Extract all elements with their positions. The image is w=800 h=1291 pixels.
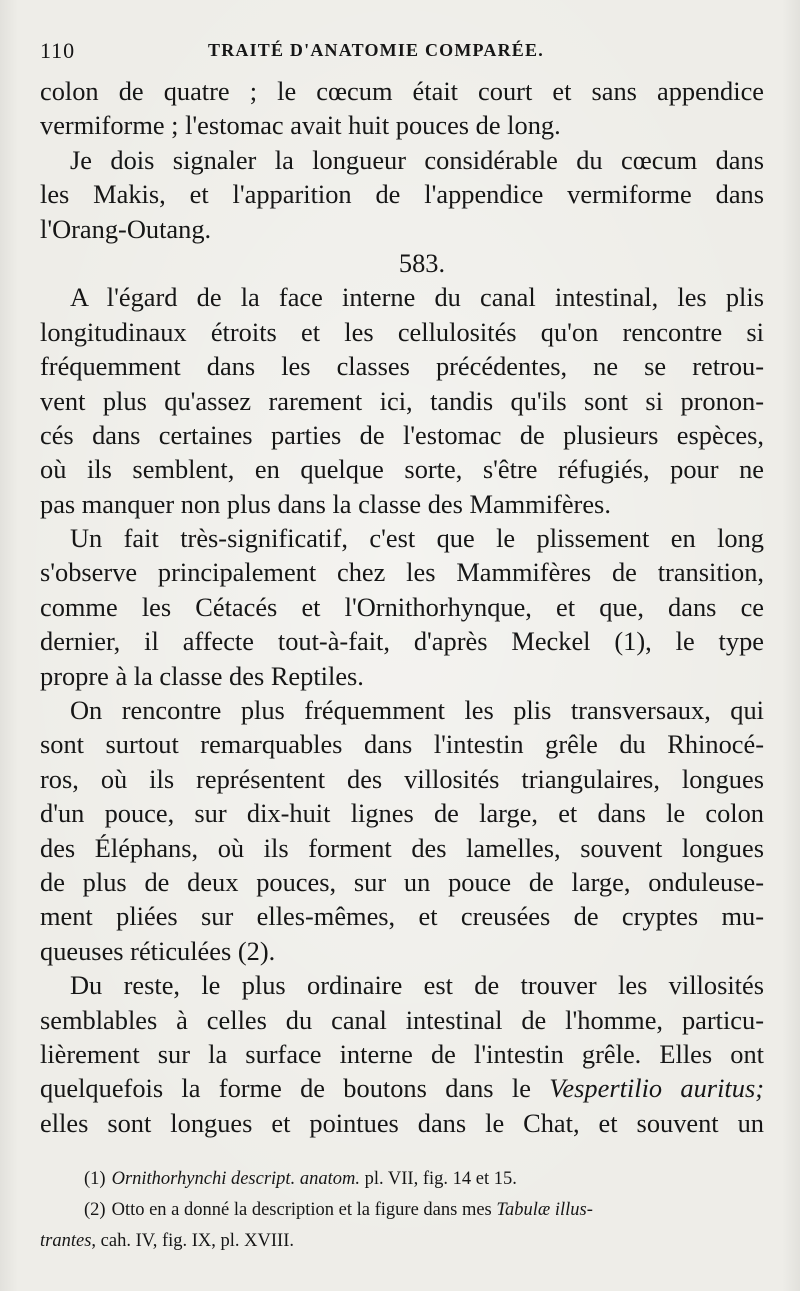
text-line [40,1071,764,1105]
footnotes [40,1164,764,1257]
text-line: où ils semblent, en quelque sorte, s'être réfugiés, pour ne [40,454,764,485]
text-line: vent plus qu'assez rarement ici, tandis qu'ils sont si pronon- [40,385,764,416]
footnote-2 [84,1195,764,1226]
text-line: de plus de deux pouces, sur un pouce de large, onduleuse- [40,866,764,897]
text-line: des Éléphans, où ils forment des lamelles, souvent longues [40,832,764,863]
running-title: TRAITÉ D'ANATOMIE COMPARÉE. [208,40,544,60]
text-line: les Makis, et l'apparition de l'appendice vermiforme dans [40,179,764,210]
text-line: On rencontre plus fréquemment les plis transversaux, qui [70,695,764,726]
text-line: l'Orang-Outang. [40,213,212,244]
text-line: lièrement sur la surface interne de l'intestin grêle. Elles ont [40,1038,764,1069]
footnote-1 [84,1164,764,1195]
footnote-citation-title: Tabulæ illus- [496,1200,593,1220]
footnote-mark: (1) [84,1169,106,1189]
species-name: Vespertilio auritus; [549,1073,764,1104]
text-line: semblables à celles du canal intestinal de l'homme, particu- [40,1004,764,1035]
main-text [40,74,764,1140]
footnote-citation-detail: , cah. IV, fig. IX, pl. XVIII. [91,1231,294,1251]
text-line: Un fait très-significatif, c'est que le plissement en long [70,523,764,554]
footnote-mark: (2) [84,1200,106,1220]
text-line: comme les Cétacés et l'Ornithorhynque, et que, dans ce [40,591,764,622]
section-number: 583. [398,247,446,278]
text-line: dernier, il affecte tout-à-fait, d'après Meckel (1), le type [40,626,764,657]
text-line: s'observe principalement chez les Mammifères de transition, [40,557,764,588]
text-line: vermiforme ; l'estomac avait huit pouces de long. [40,110,561,141]
page-number: 110 [40,38,76,63]
text-line: A l'égard de la face interne du canal intestinal, les plis [70,282,764,313]
footnote-2-continued [40,1226,764,1257]
text-line: cés dans certaines parties de l'estomac de plusieurs espèces, [40,419,764,450]
text-line: elles sont longues et pointues dans le Chat, et souvent un [40,1107,764,1138]
text-line: pas manquer non plus dans la classe des Mammifères. [40,488,611,519]
text-line: queuses réticulées (2). [40,935,276,966]
text-line: d'un pouce, sur dix-huit lignes de large, et dans le colon [40,798,764,829]
text-line: ment pliées sur elles-mêmes, et creusées de cryptes mu- [40,901,764,932]
text-line: Du reste, le plus ordinaire est de trouver les villosités [70,970,764,1001]
text-line: fréquemment dans les classes précédentes, ne se retrou- [40,351,764,382]
text-line: propre à la classe des Reptiles. [40,660,364,691]
text-line: colon de quatre ; le cœcum était court et sans appendice [40,76,764,106]
footnote-citation-title: trantes [40,1231,92,1251]
text-line: longitudinaux étroits et les cellulosités qu'on rencontre si [40,316,764,347]
text-line: Je dois signaler la longueur considérable du cœcum dans [70,144,764,175]
text-fragment: quelquefois la forme de boutons dans le [40,1073,550,1104]
footnote-citation-title: Ornithorhynchi descript. anatom. [111,1169,360,1189]
page-header [40,38,764,68]
text-line: sont surtout remarquables dans l'intestin grêle du Rhinocé- [40,729,764,760]
footnote-citation-detail: pl. VII, fig. 14 et 15. [359,1169,517,1189]
footnote-text: Otto en a donné la description et la figure dans mes [111,1200,497,1220]
text-line: ros, où ils représentent des villosités triangulaires, longues [40,763,764,794]
